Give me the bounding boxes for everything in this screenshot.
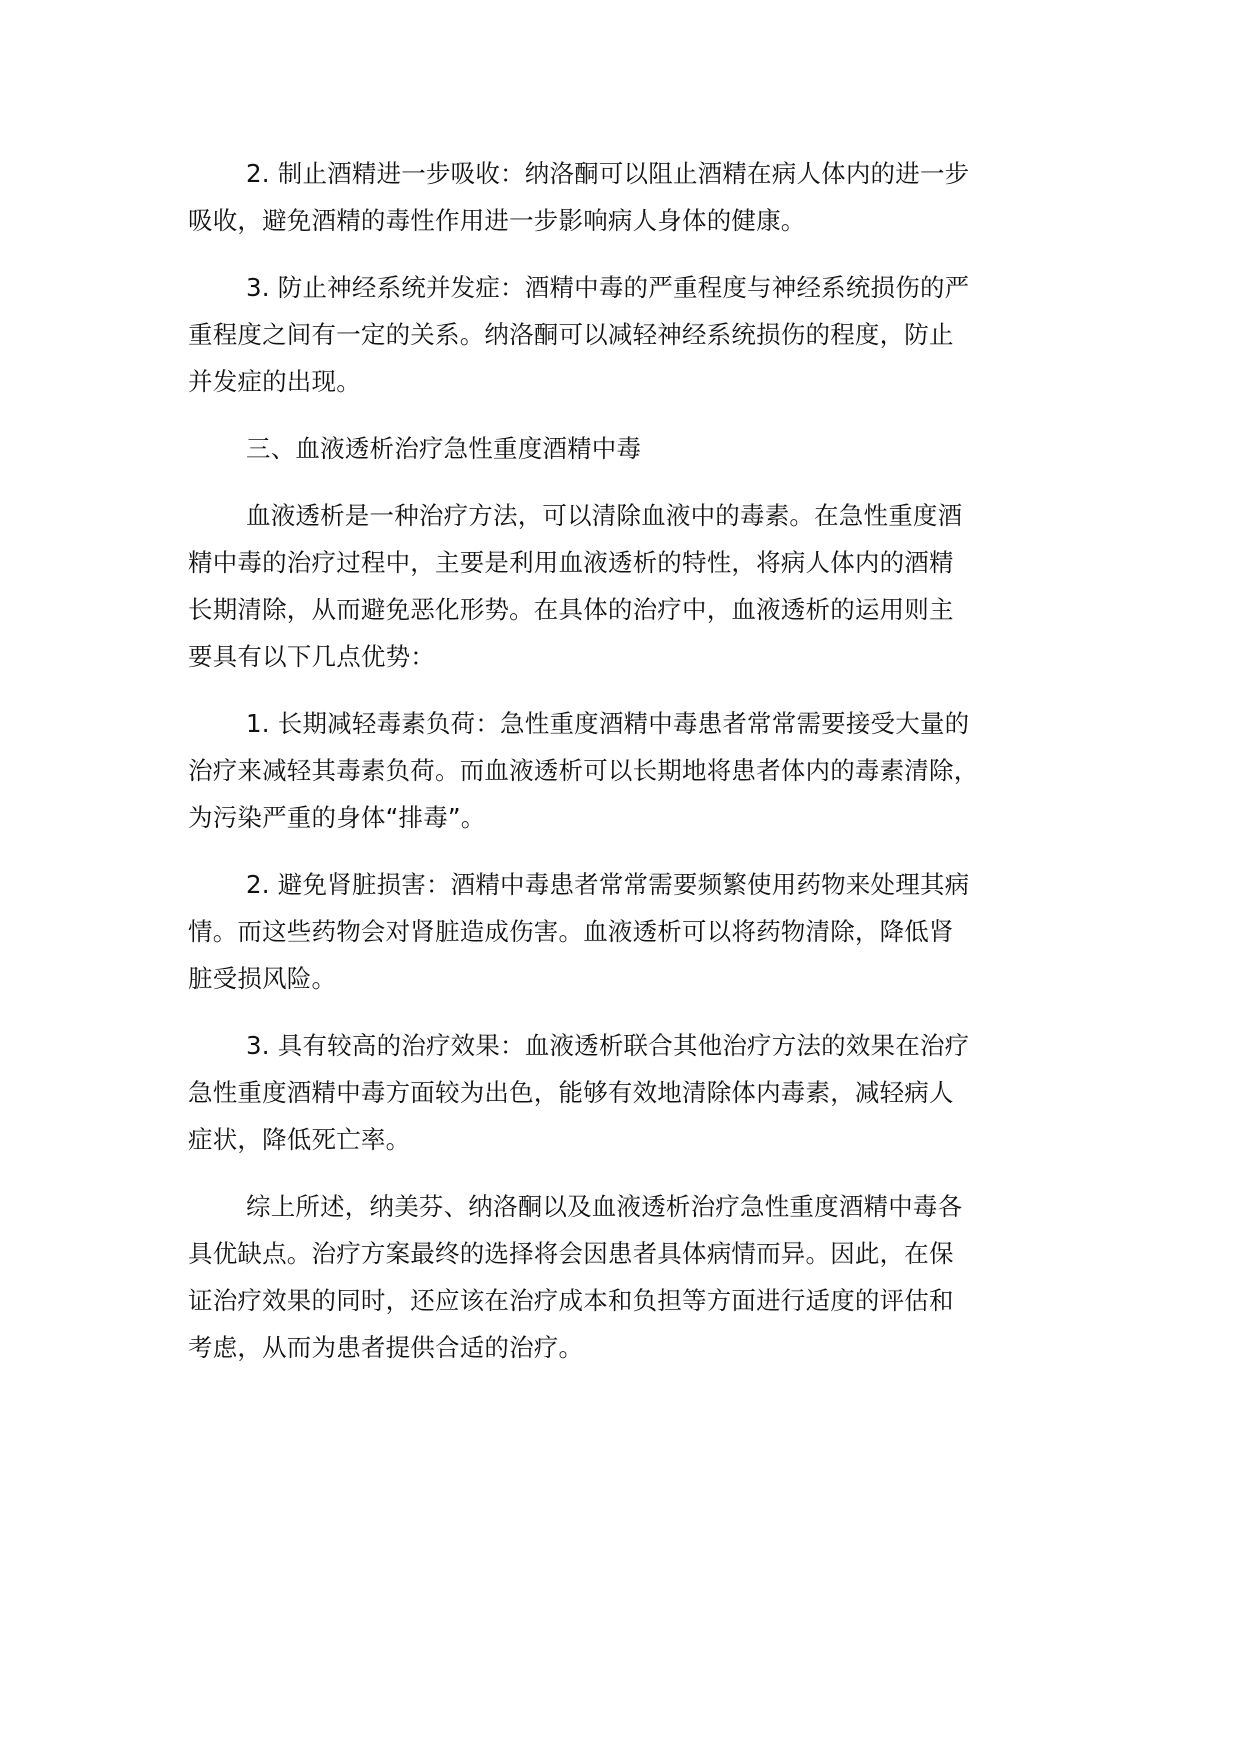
text-line: 3. 具有较高的治疗效果：血液透析联合其他治疗方法的效果在治疗 [246,1031,970,1060]
paragraph-point-2-stop-absorption [188,150,1088,244]
text-line: 症状，降低死亡率。 [188,1125,411,1154]
paragraph-point-3-prevent-complications [188,264,1088,405]
text-line: 并发症的出现。 [188,367,361,396]
section-heading [188,425,1088,472]
text-line: 证治疗效果的同时，还应该在治疗成本和负担等方面进行适度的评估和 [188,1286,954,1315]
text-line: 2. 制止酒精进一步吸收：纳洛酮可以阻止酒精在病人体内的进一步 [246,159,970,188]
text-line: 情。而这些药物会对肾脏造成伤害。血液透析可以将药物清除，降低肾 [188,917,954,946]
paragraph-advantage-2 [188,861,1088,1002]
text-line: 吸收，避免酒精的毒性作用进一步影响病人身体的健康。 [188,206,806,235]
text-line: 精中毒的治疗过程中，主要是利用血液透析的特性，将病人体内的酒精 [188,548,954,577]
text-line: 为污染严重的身体“排毒”。 [188,803,486,832]
text-line: 2. 避免肾脏损害：酒精中毒患者常常需要频繁使用药物来处理其病 [246,870,970,899]
text-line: 重程度之间有一定的关系。纳洛酮可以减轻神经系统损伤的程度，防止 [188,320,954,349]
text-line: 长期清除，从而避免恶化形势。在具体的治疗中，血液透析的运用则主 [188,595,954,624]
text-line: 综上所述，纳美芬、纳洛酮以及血液透析治疗急性重度酒精中毒各 [246,1192,963,1221]
paragraph-advantage-3 [188,1022,1088,1163]
paragraph-advantage-1 [188,700,1088,841]
text-line: 脏受损风险。 [188,964,337,993]
document-body [188,150,1088,1391]
text-line: 治疗来减轻其毒素负荷。而血液透析可以长期地将患者体内的毒素清除， [188,756,979,785]
text-line: 1. 长期减轻毒素负荷：急性重度酒精中毒患者常常需要接受大量的 [246,709,970,738]
text-line: 急性重度酒精中毒方面较为出色，能够有效地清除体内毒素，减轻病人 [188,1078,954,1107]
text-line: 血液透析是一种治疗方法，可以清除血液中的毒素。在急性重度酒 [246,501,963,530]
paragraph-hemodialysis-intro [188,492,1088,680]
heading-text: 三、血液透析治疗急性重度酒精中毒 [246,434,642,463]
text-line: 具优缺点。治疗方案最终的选择将会因患者具体病情而异。因此，在保 [188,1239,954,1268]
text-line: 要具有以下几点优势： [188,642,435,671]
text-line: 3. 防止神经系统并发症：酒精中毒的严重程度与神经系统损伤的严 [246,273,970,302]
paragraph-conclusion [188,1183,1088,1371]
text-line: 考虑，从而为患者提供合适的治疗。 [188,1333,584,1362]
